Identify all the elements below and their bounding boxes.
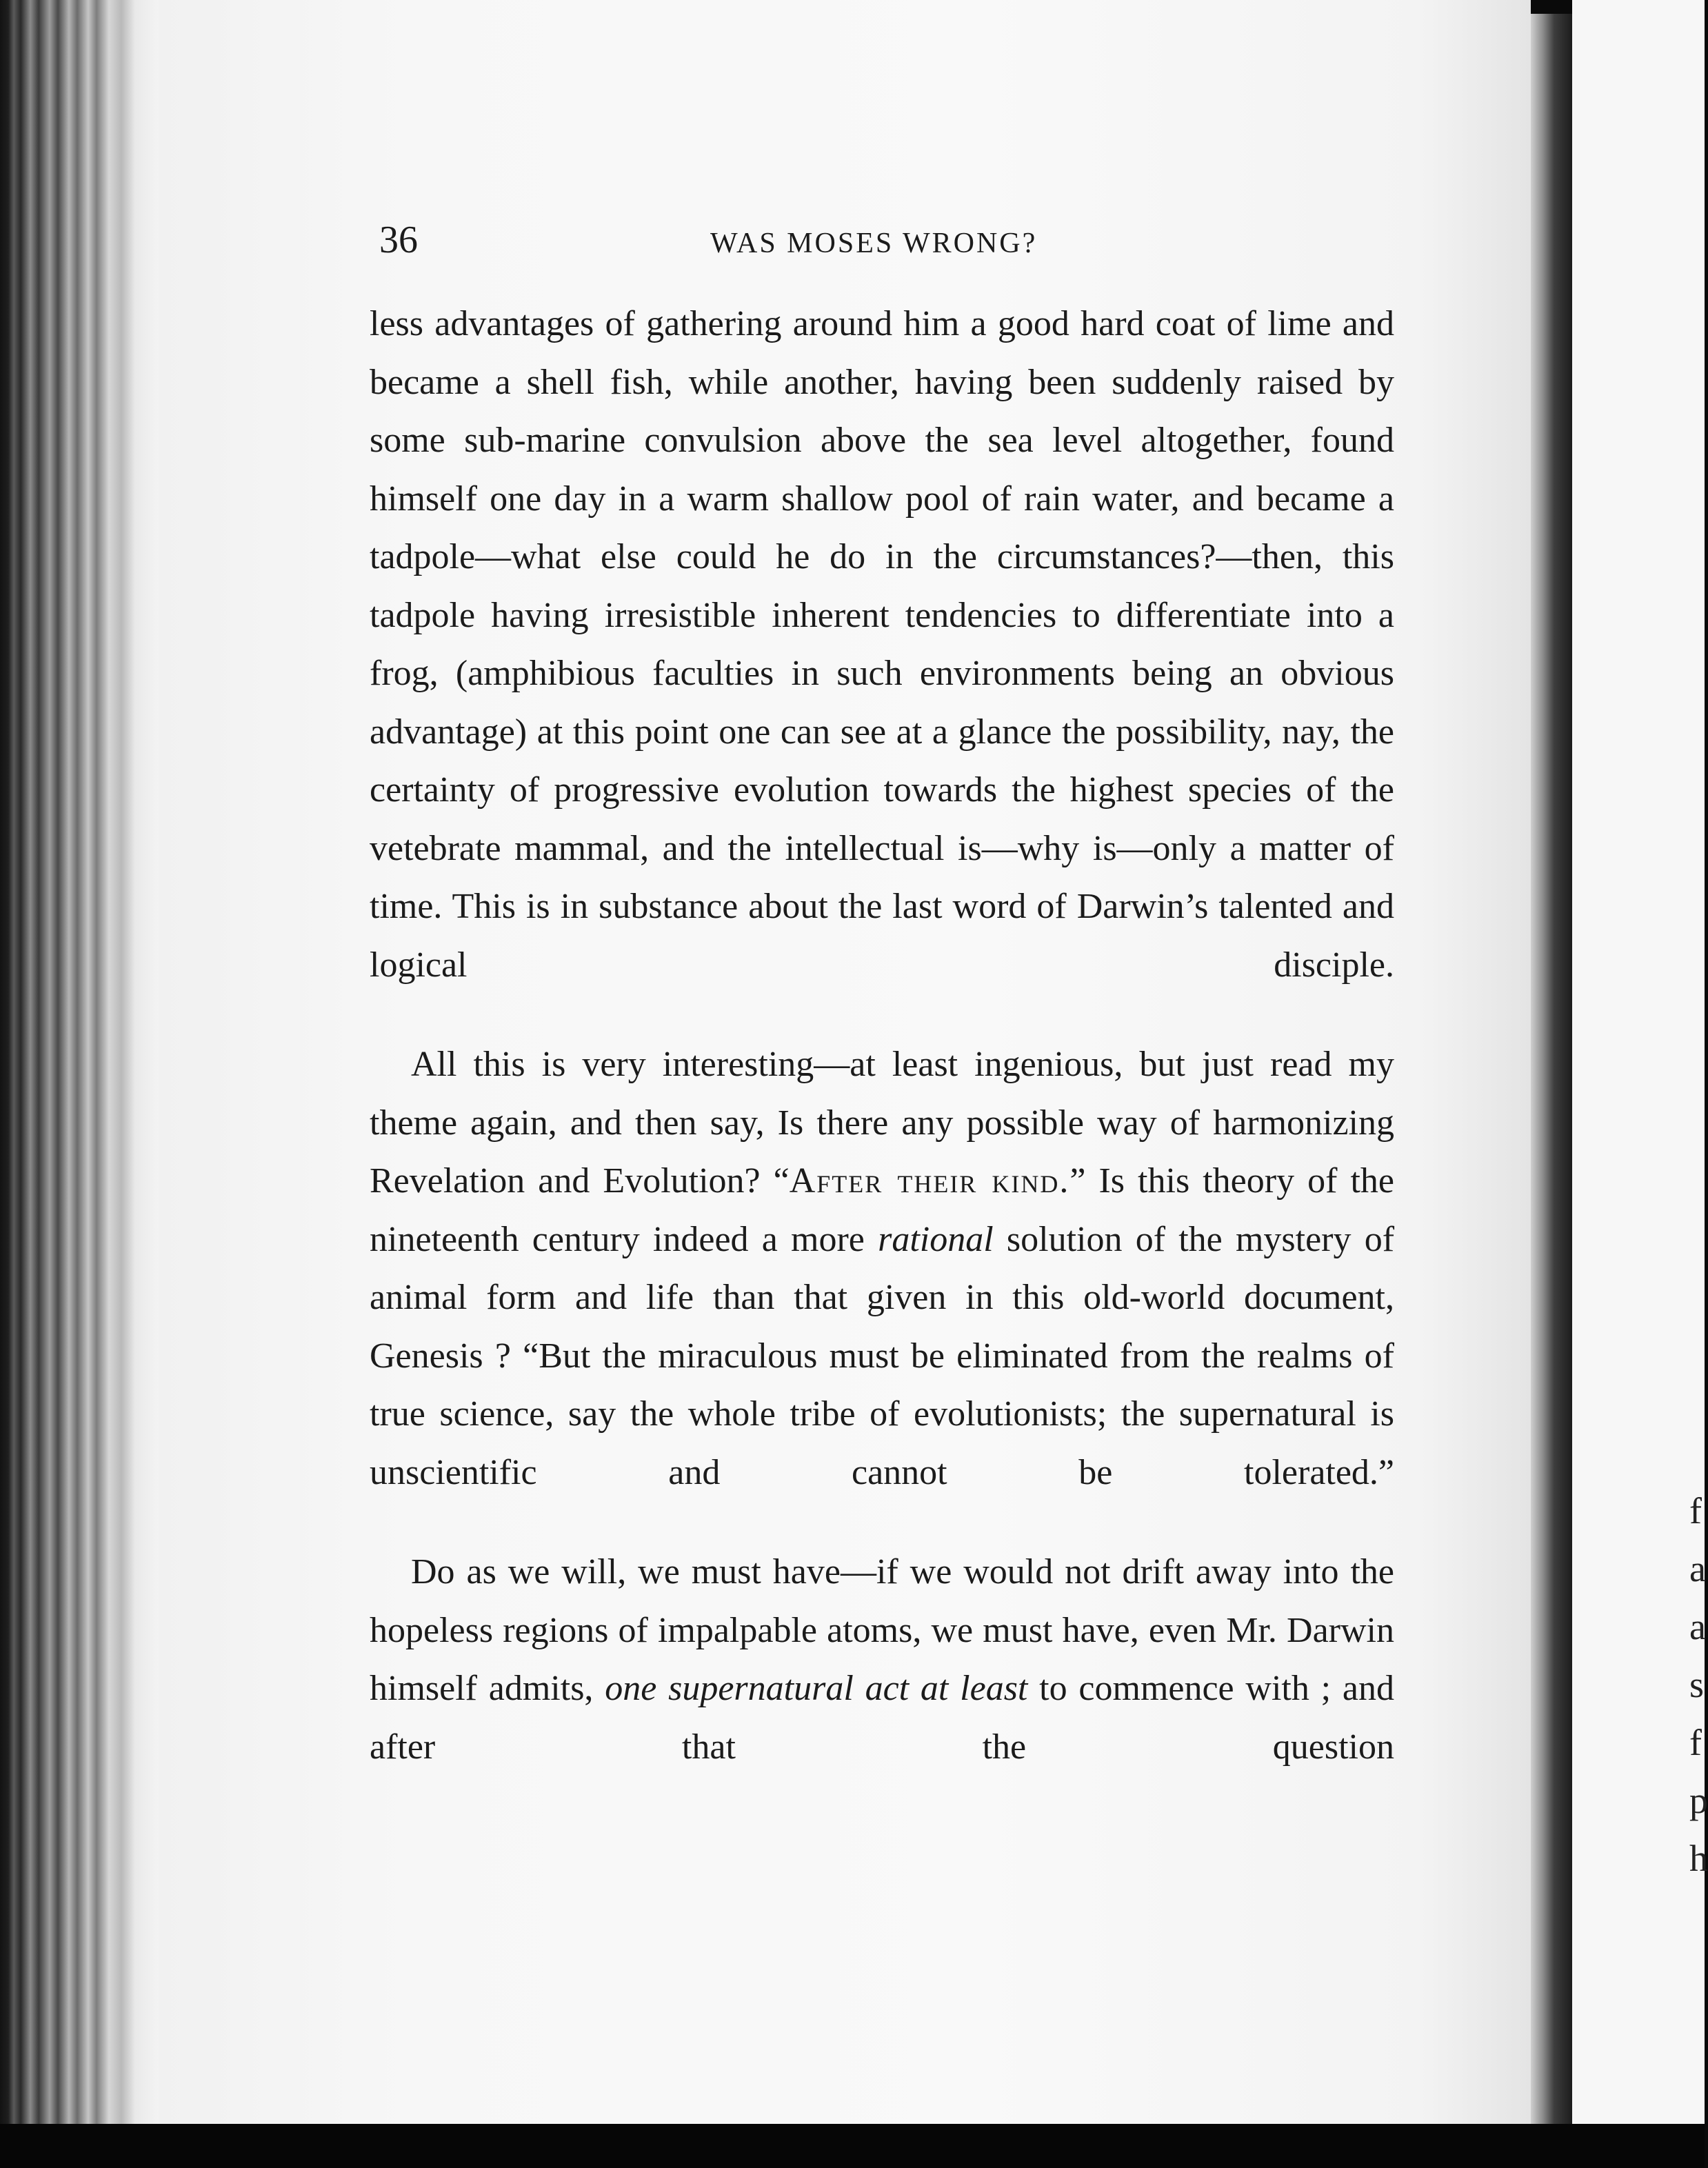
paragraph-1-text-end: This is in substance about the last word of Darwin’s talented and logical disciple.: [370, 887, 1395, 985]
facing-page-fragment: a: [1689, 1548, 1706, 1589]
paragraph-2-text-c: solution of the mystery of animal form and life than that given in this old-world document, Genesis ? “But the miraculous must be eliminated from the realms of true science, say the whole tribe of evolutionists; the supernatural is unscientific and cannot be tolerated.”: [370, 1219, 1395, 1492]
running-head: [379, 219, 1393, 261]
paragraph-2: [370, 1036, 1394, 1502]
paragraph-2-smallcaps: After their kind.: [789, 1161, 1070, 1201]
paragraph-3-text-a: Do as we will, we must have—if we would not drift away into the hopeless regions of impalpable atoms, we must have, even Mr. Darwin himself admits,: [370, 1552, 1394, 1708]
paragraph-2-italic: rational: [878, 1219, 994, 1259]
paragraph-3-text-b: to commence with ; and after that the question: [370, 1669, 1394, 1767]
paragraph-2-text-b: ” Is this theory of the nineteenth century indeed a more: [370, 1161, 1394, 1259]
body-text: [370, 295, 1394, 1776]
facing-page-fragment: s: [1689, 1664, 1705, 1705]
paragraph-1-text: less advantages of gathering around him a good hard coat of lime and became a shell fish, while another, having been suddenly raised by some sub-marine convulsion above the sea level altogether, found himself one day in a warm shallow pool of rain water, and became a tadpole—what else could he do in the circumstances?—then, this tadpole having irresistible inherent tendencies to differentiate into a frog, (amphibious faculties in such environments being an obvious advantage) at this point one can see at a glance the possibility, nay, the certainty of progressive evolution towards the highest species of the vetebrate mammal, and the intellectual is—why is—only a matter of time.: [370, 304, 1394, 926]
facing-page-fragment: a: [1689, 1606, 1706, 1647]
facing-page-fragment: f: [1689, 1722, 1702, 1763]
page-number: 36: [379, 219, 418, 261]
facing-page-fragment: f: [1689, 1490, 1702, 1532]
paragraph-2-text-a: All this is very interesting—at least ingenious, but just read my theme again, and then say, Is there any possible way of harmonizing Revelation and Evolution? “: [370, 1045, 1394, 1201]
facing-page-edge: [1572, 0, 1708, 2124]
facing-page-fragment: h: [1689, 1838, 1708, 1879]
book-spine-shadow: [1531, 14, 1572, 2124]
book-gutter-left: [0, 0, 159, 2124]
paragraph-3-italic: one supernatural act at least: [605, 1669, 1028, 1708]
paragraph-3: [370, 1543, 1394, 1776]
facing-page-fragment: p: [1689, 1780, 1708, 1821]
scan-bottom-edge: [0, 2124, 1705, 2168]
running-title: WAS MOSES WRONG?: [710, 228, 1038, 259]
paragraph-1: [370, 295, 1394, 994]
